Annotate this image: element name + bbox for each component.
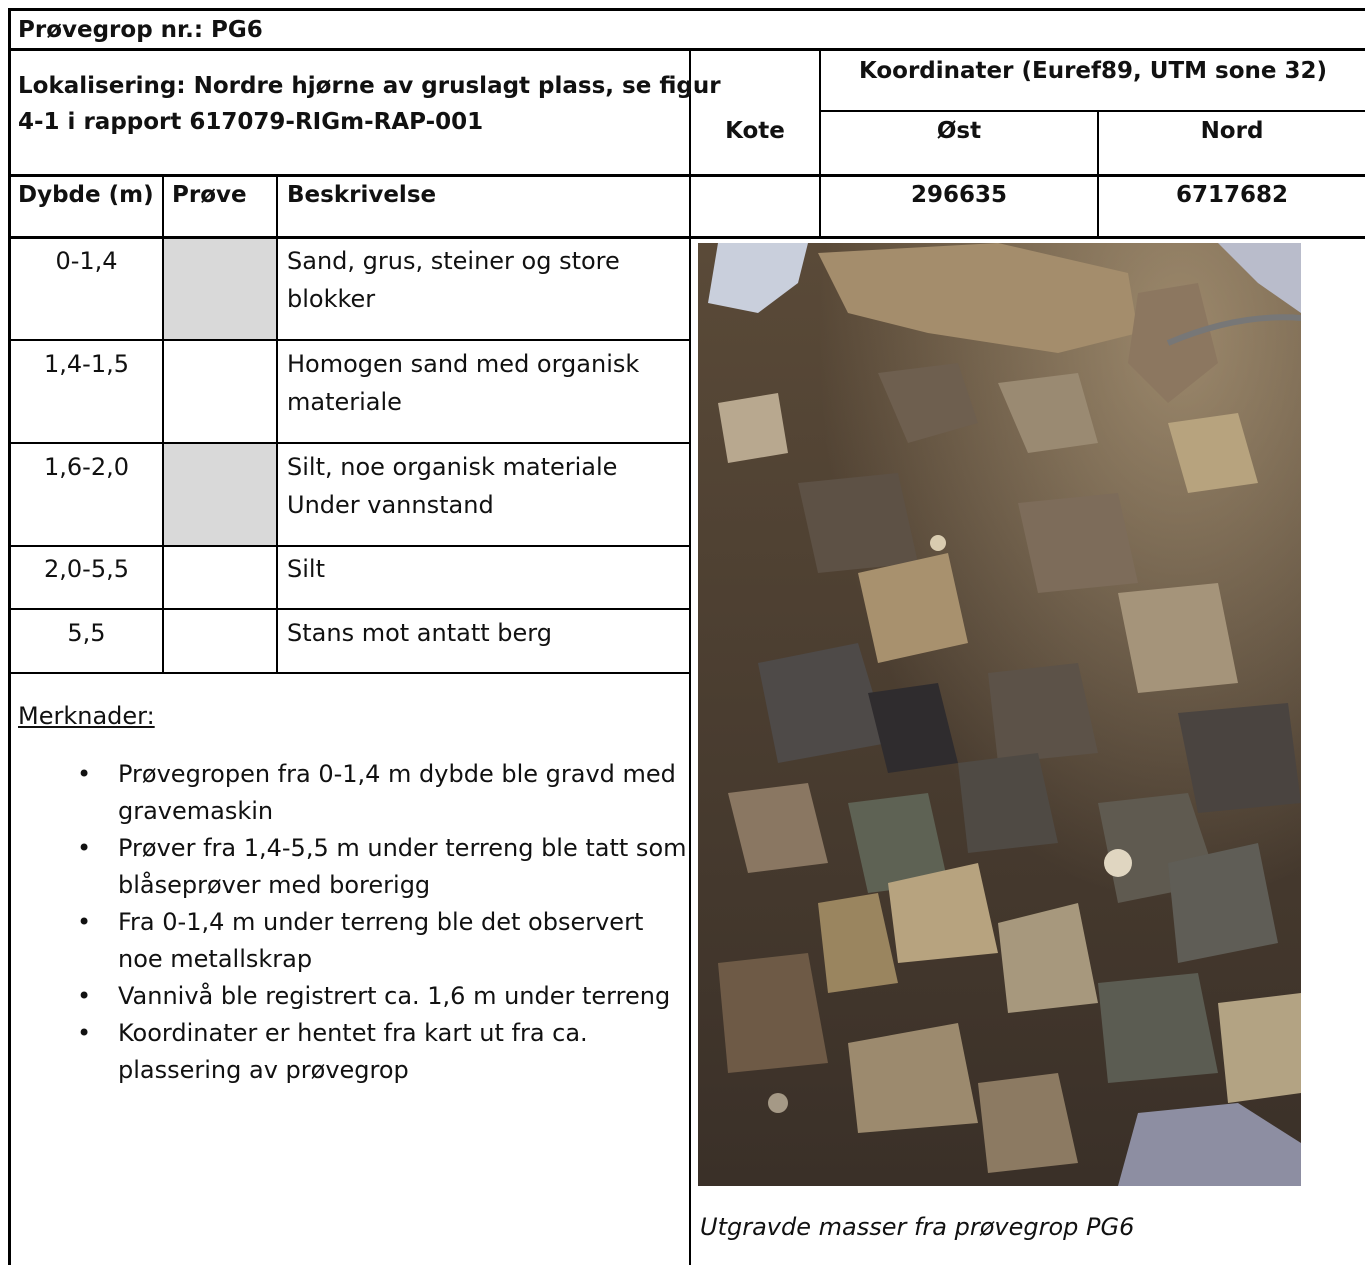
depth-cell: 1,4-1,5 xyxy=(44,350,129,378)
notes-list xyxy=(11,756,689,1089)
description-cell: Silt xyxy=(287,555,325,583)
bullet-icon: • xyxy=(77,834,92,862)
note-line: Fra 0-1,4 m under terreng ble det observert xyxy=(118,908,644,936)
depth-cell: 1,6-2,0 xyxy=(44,453,129,481)
note-line: Koordinater er hentet fra kart ut fra ca. xyxy=(118,1019,588,1047)
note-line: gravemaskin xyxy=(118,797,274,825)
description-line: blokker xyxy=(287,285,376,313)
note-line: noe metallskrap xyxy=(118,945,313,973)
note-item xyxy=(11,978,689,1015)
description-line: materiale xyxy=(287,388,402,416)
location-line-2: 4-1 i rapport 617079-RIGm-RAP-001 xyxy=(18,109,484,135)
description-cell xyxy=(287,345,687,421)
location-text xyxy=(18,66,721,142)
description-cell: Stans mot antatt berg xyxy=(287,619,552,647)
column-sample: Prøve xyxy=(172,182,247,208)
photo-caption: Utgravde masser fra prøvegrop PG6 xyxy=(700,1213,1135,1241)
column-depth: Dybde (m) xyxy=(18,182,154,208)
notes-title: Merknader: xyxy=(18,702,155,730)
note-line: plassering av prøvegrop xyxy=(118,1056,409,1084)
note-line: blåseprøver med borerigg xyxy=(118,871,431,899)
east-value: 296635 xyxy=(910,182,1008,208)
depth-cell: 5,5 xyxy=(67,619,106,647)
depth-cell: 2,0-5,5 xyxy=(44,555,129,583)
description-line: Under vannstand xyxy=(287,491,494,519)
location-line-1: Lokalisering: Nordre hjørne av gruslagt plass, se figur xyxy=(18,73,721,99)
note-item xyxy=(11,830,689,904)
note-item xyxy=(11,756,689,830)
bullet-icon: • xyxy=(77,908,92,936)
bullet-icon: • xyxy=(77,982,92,1010)
note-item xyxy=(11,904,689,978)
note-line: Prøvegropen fra 0-1,4 m dybde ble gravd med xyxy=(118,760,676,788)
sample-marker xyxy=(164,239,276,339)
bullet-icon: • xyxy=(77,760,92,788)
sample-marker xyxy=(164,444,276,545)
bullet-icon: • xyxy=(77,1019,92,1047)
kote-label: Kote xyxy=(725,118,785,144)
rocks-photo-illustration xyxy=(698,243,1301,1186)
test-pit-number: Prøvegrop nr.: PG6 xyxy=(18,17,263,43)
column-description: Beskrivelse xyxy=(287,182,437,208)
east-label: Øst xyxy=(936,118,982,144)
excavated-material-photo xyxy=(698,243,1301,1186)
coordinates-label: Koordinater (Euref89, UTM sone 32) xyxy=(858,58,1328,84)
description-cell xyxy=(287,448,687,524)
note-line: Vannivå ble registrert ca. 1,6 m under terreng xyxy=(118,982,671,1010)
description-line: Silt, noe organisk materiale xyxy=(287,453,618,481)
depth-cell: 0-1,4 xyxy=(55,247,118,275)
description-line: Homogen sand med organisk xyxy=(287,350,640,378)
description-line: Sand, grus, steiner og store xyxy=(287,247,620,275)
note-line: Prøver fra 1,4-5,5 m under terreng ble tatt som xyxy=(118,834,687,862)
description-cell xyxy=(287,242,687,318)
north-value: 6717682 xyxy=(1175,182,1289,208)
note-item xyxy=(11,1015,689,1089)
north-label: Nord xyxy=(1200,118,1264,144)
